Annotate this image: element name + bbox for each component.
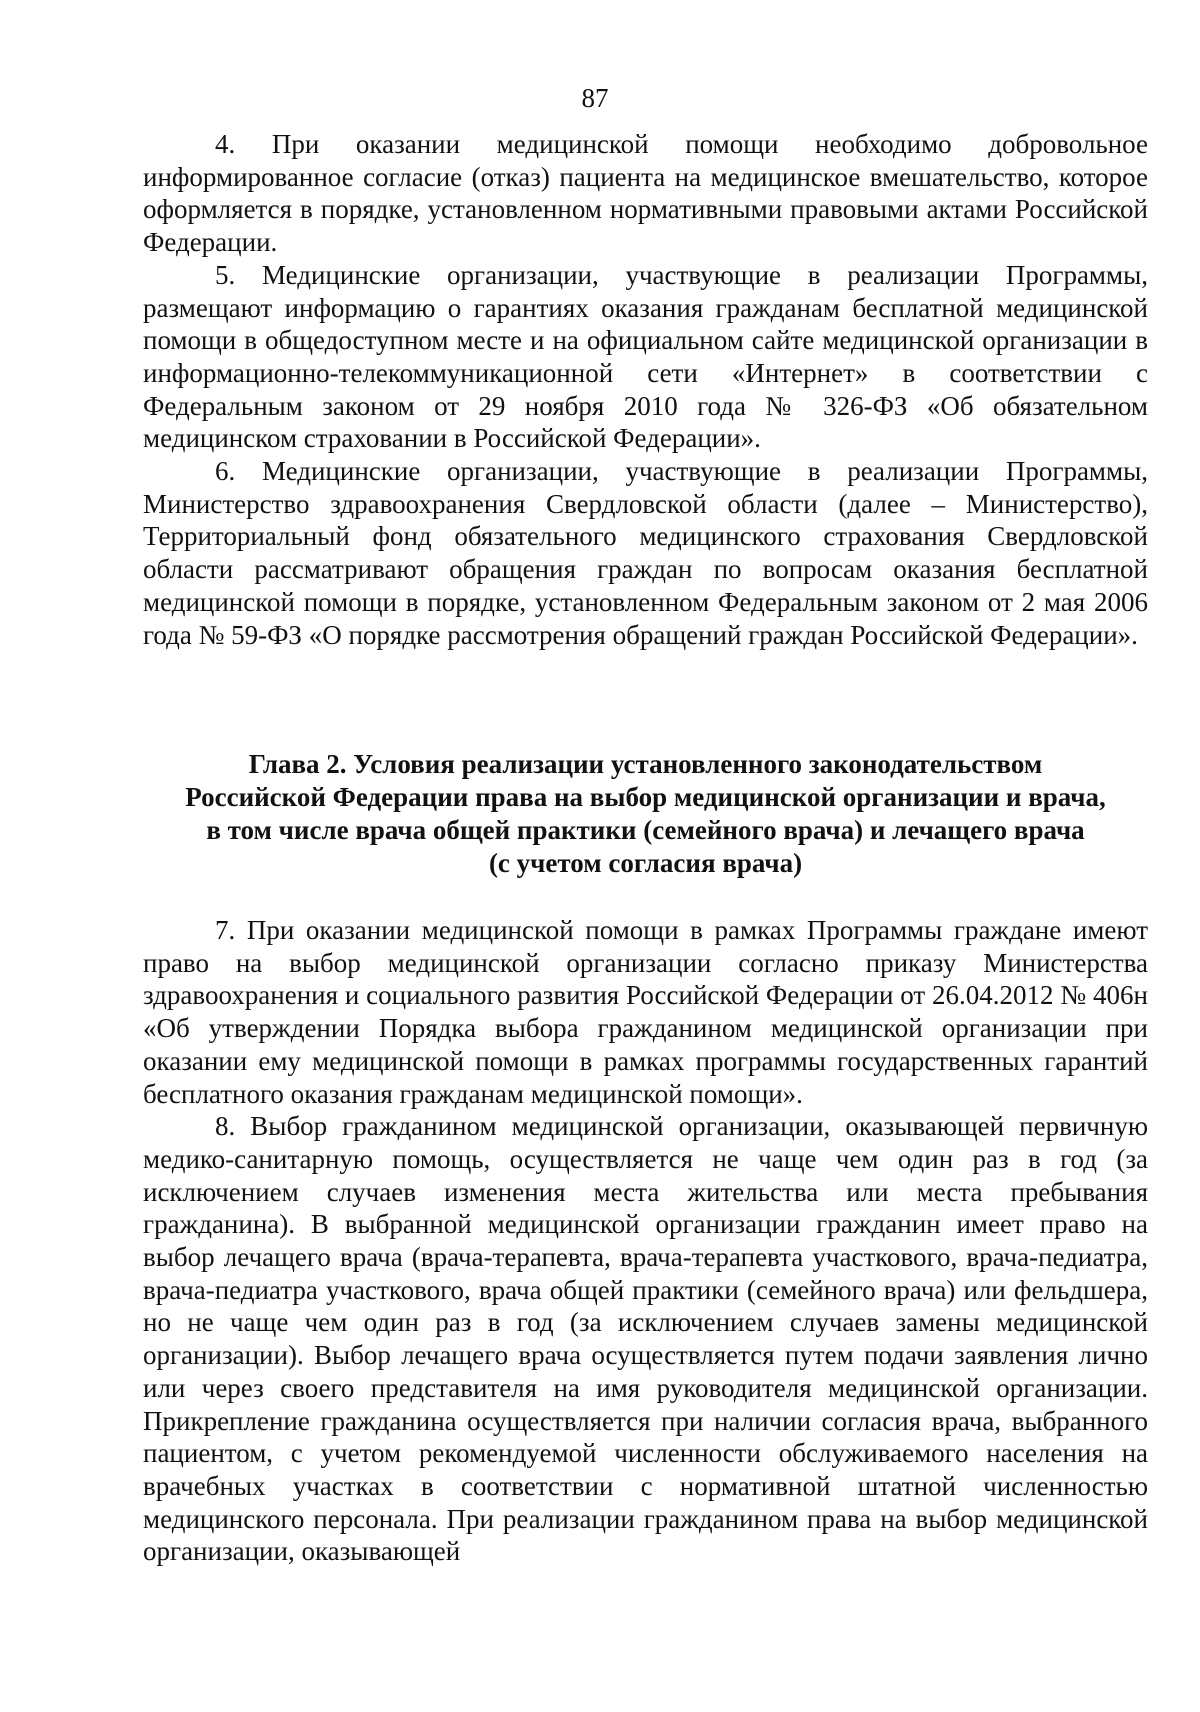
paragraph-4: 4. При оказании медицинской помощи необходимо добровольное информированное согласие (отказ) пациента на медицинское вмешательство, которое оформляется в порядке, установленном нормативными правовыми актами Российской Федерации. bbox=[143, 129, 1148, 258]
chapter-heading bbox=[143, 748, 1148, 880]
paragraph-8: 8. Выбор гражданином медицинской организации, оказывающей первичную медико-санитарную помощь, осуществляется не чаще чем один раз в год (за исключением случаев изменения места жительства или места пребывания гражданина). В выбранной медицинской организации гражданин имеет право на выбор лечащего врача (врача-терапевта, врача-терапевта участкового, врача-педиатра, врача-педиатра участкового, врача общей практики (семейного врача) или фельдшера, но не чаще чем один раз в год (за исключением случаев замены медицинской организации). Выбор лечащего врача осуществляется путем подачи заявления лично или через своего представителя на имя руководителя медицинской организации. Прикрепление гражданина осуществляется при наличии согласия врача, выбранного пациентом, с учетом рекомендуемой численности обслуживаемого населения на врачебных участках в соответствии с нормативной штатной численностью медицинского персонала. При реализации гражданином права на выбор медицинской организации, оказывающей bbox=[143, 1111, 1148, 1567]
text-block-after-heading bbox=[143, 914, 1148, 1568]
text-block-before-heading bbox=[143, 128, 1148, 651]
chapter-heading-line-4: (с учетом согласия врача) bbox=[488, 848, 803, 878]
chapter-heading-line-2: Российской Федерации права на выбор медицинской организации и врача, bbox=[185, 782, 1106, 812]
page-number: 87 bbox=[581, 83, 609, 113]
chapter-heading-line-1: Глава 2. Условия реализации установленного законодательством bbox=[248, 749, 1043, 779]
paragraph-5: 5. Медицинские организации, участвующие в реализации Программы, размещают информацию о гарантиях оказания гражданам бесплатной медицинской помощи в общедоступном месте и на официальном сайте медицинской организации в информационно-телекоммуникационной сети «Интернет» в соответствии с Федеральным законом от 29 ноября 2010 года № 326-ФЗ «Об обязательном медицинском страховании в Российской Федерации». bbox=[143, 259, 1148, 454]
paragraph-7: 7. При оказании медицинской помощи в рамках Программы граждане имеют право на выбор медицинской организации согласно приказу Министерства здравоохранения и социального развития Российской Федерации от 26.04.2012 № 406н «Об утверждении Порядка выбора гражданином медицинской организации при оказании ему медицинской помощи в рамках программы государственных гарантий бесплатного оказания гражданам медицинской помощи». bbox=[143, 915, 1148, 1109]
paragraph-6: 6. Медицинские организации, участвующие в реализации Программы, Министерство здравоохранения Свердловской области (далее – Министерство), Территориальный фонд обязательного медицинского страхования Свердловской области рассматривают обращения граждан по вопросам оказания бесплатной медицинской помощи в порядке, установленном Федеральным законом от 2 мая 2006 года № 59-ФЗ «О порядке рассмотрения обращений граждан Российской Федерации». bbox=[143, 456, 1148, 650]
chapter-heading-line-3: в том числе врача общей практики (семейного врача) и лечащего врача bbox=[206, 815, 1085, 845]
